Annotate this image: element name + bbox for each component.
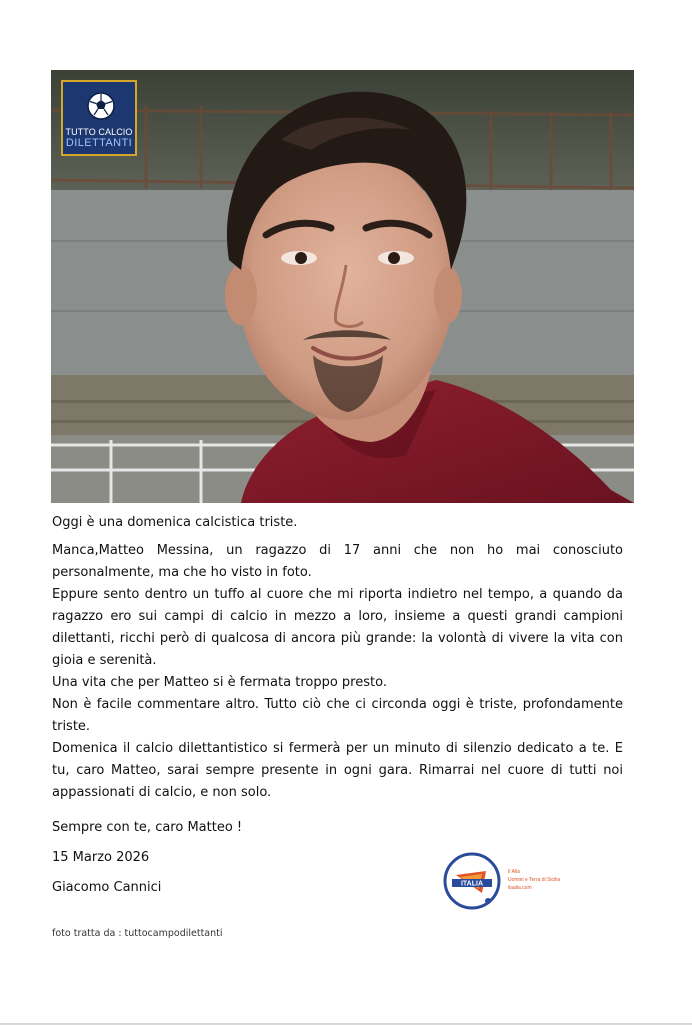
signoff (52, 817, 242, 907)
article-paragraph-3: Eppure sento dentro un tuffo al cuore che mi riporta indietro nel tempo, a quando da ragazzo ero sui campi di calcio in mezzo a loro, insieme a questi grandi campioni dilettanti, ricchi però di qualcosa di ancora più grande: la volontà di vivere la vita con gioia e serenità. (52, 587, 623, 668)
article-paragraph-2: Manca,Matteo Messina, un ragazzo di 17 anni che non ho mai conosciuto personalmente, ma che ho visto in foto. (52, 543, 623, 580)
watermark-line1: TUTTO CALCIO (65, 127, 133, 137)
tutto-calcio-watermark (61, 80, 137, 156)
watermark-line2: DILETTANTI (65, 137, 133, 149)
soccer-ball-icon (86, 91, 116, 121)
sicily-map-logo-icon (442, 851, 502, 911)
site-logo (442, 851, 592, 911)
portrait-photo (51, 70, 634, 503)
logo-circle-text: ITALIA (460, 880, 484, 888)
article-date: 15 Marzo 2026 (52, 850, 150, 865)
logo-line2: Uomini e Terra di Sicilia (508, 877, 561, 883)
portrait-illustration (51, 70, 634, 503)
article-paragraph-4: Una vita che per Matteo si è fermata troppo presto. (52, 675, 387, 690)
logo-text (508, 868, 560, 892)
closing-line: Sempre con te, caro Matteo ! (52, 820, 243, 835)
logo-line3: ilaalia.com (508, 885, 532, 891)
article-paragraph-5: Non è facile commentare altro. Tutto ciò che ci circonda oggi è triste, profondamente triste. (52, 697, 623, 734)
logo-line1: Il Alia (508, 869, 520, 875)
photo-credit: foto tratta da : tuttocampodilettanti (52, 928, 223, 939)
article-paragraph-1: Oggi è una domenica calcistica triste. (52, 515, 298, 530)
author-name: Giacomo Cannici (52, 880, 162, 895)
article-paragraph-6: Domenica il calcio dilettantistico si fermerà per un minuto di silenzio dedicato a te. E tu, caro Matteo, sarai sempre presente in ogni gara. Rimarrai nel cuore di tutti noi appassionati di calcio, e non solo. (52, 741, 623, 800)
article-body (52, 512, 623, 804)
